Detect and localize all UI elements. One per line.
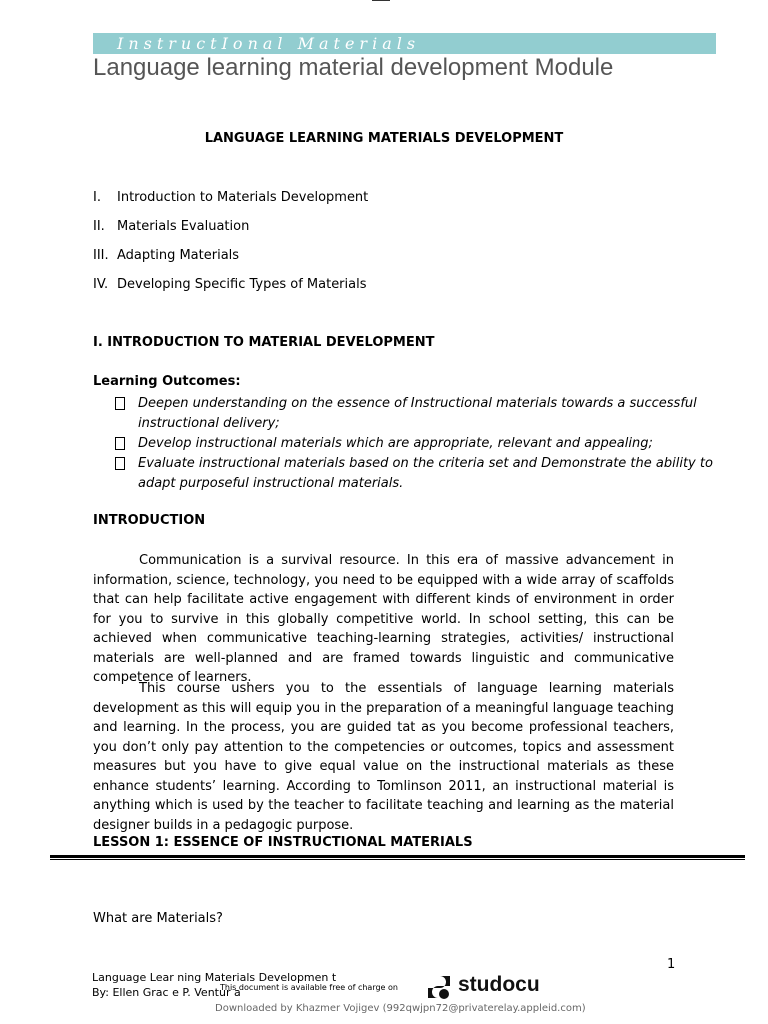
lesson1-heading: LESSON 1: ESSENCE OF INSTRUCTIONAL MATERIALS	[93, 835, 473, 850]
paragraph-text: This course ushers you to the essentials of language learning materials development as this will equip you in the preparation of a meaningful language teaching and learning. In the process, you are guided tat as you become professional teachers, you don’t only pay attention to the competencies or outcomes, topics and assessment measures but you have to give equal value on the instructional materials as these enhance students’ learning. According to Tomlinson 2011, an instructional material is anything which is used by the teacher to facilitate teaching and learning as the material designer builds in a pedagogic purpose.	[93, 681, 674, 833]
banner-text: InstructIonal Materials	[117, 34, 421, 53]
toc-item-label: Materials Evaluation	[117, 219, 250, 234]
toc-item	[93, 277, 367, 292]
toc-item-number: III.	[93, 248, 109, 263]
toc-item-number: II.	[93, 219, 105, 234]
header-banner	[93, 33, 716, 54]
learning-outcomes-heading: Learning Outcomes:	[93, 374, 241, 389]
toc-item	[93, 248, 239, 263]
toc-item-label: Developing Specific Types of Materials	[117, 277, 367, 292]
outcome-text: Develop instructional materials which are appropriate, relevant and appealing;	[138, 436, 653, 451]
toc-item	[93, 219, 249, 234]
toc-item-number: I.	[93, 190, 101, 205]
page-number: 1	[667, 957, 676, 972]
introduction-heading: INTRODUCTION	[93, 513, 206, 528]
module-title: Language learning material development Module	[93, 54, 614, 81]
outcome-text: Evaluate instructional materials based on the criteria set and Demonstrate the ability to adapt purposeful instructional materials.	[138, 456, 713, 491]
outcome-item	[115, 394, 715, 434]
studocu-brand[interactable]: studocu	[458, 973, 540, 996]
footer-author: By: Ellen Grac e P. Ventur a	[92, 986, 241, 999]
toc-item-number: IV.	[93, 277, 109, 292]
bullet-icon	[115, 437, 125, 450]
section-divider-thin	[50, 859, 745, 860]
section-divider	[50, 855, 745, 858]
top-mark	[372, 0, 390, 1]
toc-item-label: Adapting Materials	[117, 248, 240, 263]
section1-heading: I. INTRODUCTION TO MATERIAL DEVELOPMENT	[93, 335, 435, 350]
toc-item	[93, 190, 368, 205]
bullet-icon	[115, 457, 125, 470]
bullet-icon	[115, 397, 125, 410]
download-note: Downloaded by Khazmer Vojigev (992qwjpn72@privaterelay.appleid.com)	[215, 1003, 586, 1014]
question-text: What are Materials?	[93, 911, 223, 926]
document-title: LANGUAGE LEARNING MATERIALS DEVELOPMENT	[204, 131, 564, 146]
intro-paragraph	[93, 551, 674, 688]
paragraph-text: Communication is a survival resource. In this era of massive advancement in information, science, technology, you need to be equipped with a wide array of scaffolds that can help facilitate active engagement with different kinds of environment in order for you to survive in this globally competitive world. In school setting, this can be achieved when communicative teaching-learning strategies, activities/ instructional materials are well-planned and are framed towards linguistic and communicative competence of learners.	[93, 553, 674, 685]
toc-item-label: Introduction to Materials Development	[117, 190, 369, 205]
intro-paragraph	[93, 679, 674, 835]
studocu-logo-icon[interactable]	[424, 972, 454, 1002]
outcome-item	[115, 454, 715, 494]
outcome-item	[115, 434, 715, 454]
availability-note: This document is available free of charge on	[220, 983, 398, 992]
outcome-text: Deepen understanding on the essence of Instructional materials towards a successful instructional delivery;	[138, 396, 697, 431]
footer-title: Language Lear ning Materials Developmen t	[92, 971, 337, 984]
